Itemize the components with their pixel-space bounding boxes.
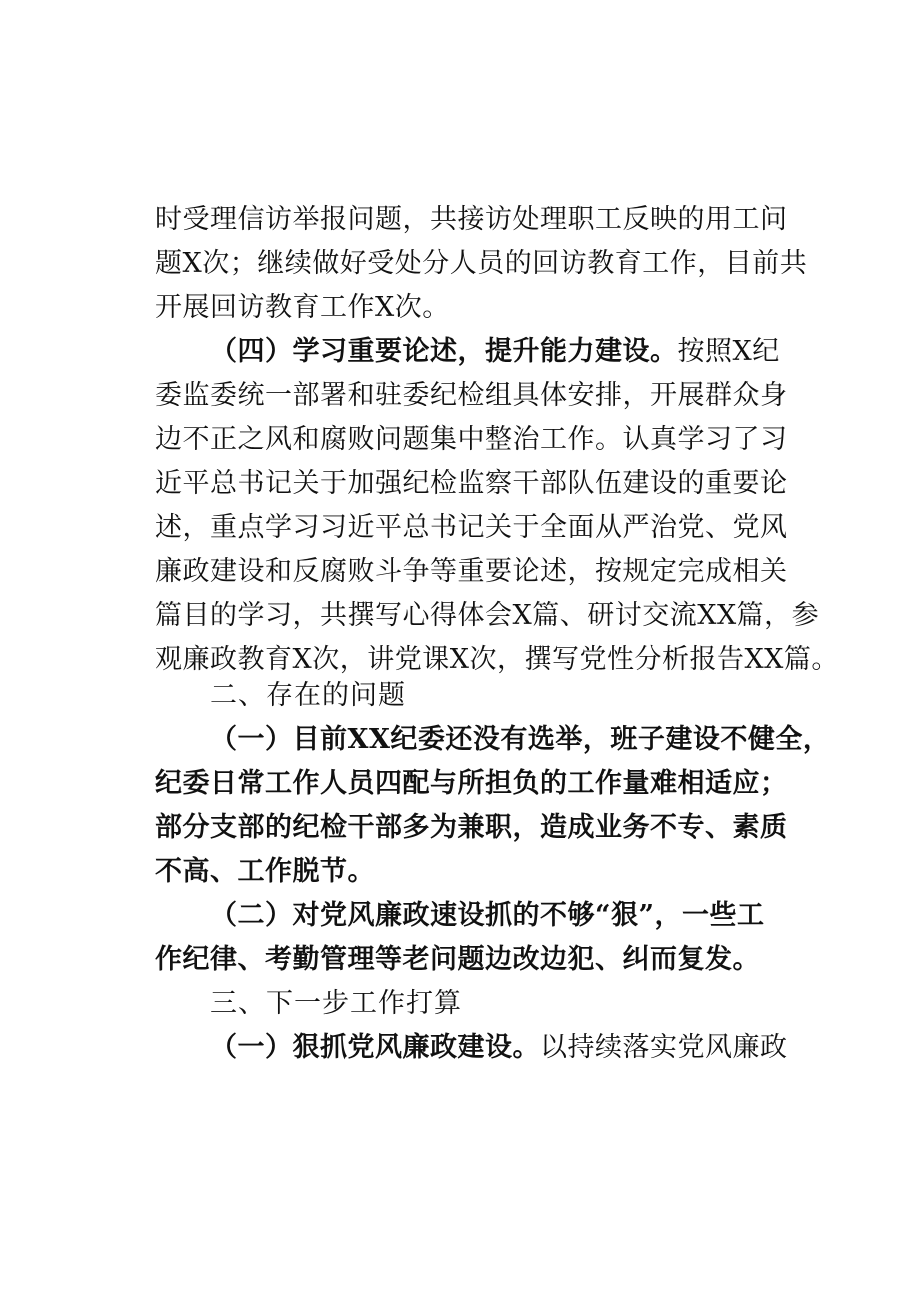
paragraph-4-line-1: （二）对党风廉政速设抓的不够“狠”，一些工 [210,900,765,931]
paragraph-2-line-3: 边不正之风和腐败问题集中整治工作。认真学习了习 [155,424,788,455]
paragraph-3-line-2: 纪委日常工作人员四配与所担负的工作量难相适应； [155,768,788,799]
paragraph-3-line-4: 不高、工作脱节。 [155,856,375,887]
section-3-title: 三、下一步工作打算 [210,988,462,1019]
paragraph-2-line-6: 廉政建设和反腐败斗争等重要论述，按规定完成相关 [155,556,788,587]
paragraph-2-line-1 [210,330,780,374]
paragraph-5-line-1 [210,1026,788,1070]
paragraph-2-line-5: 述，重点学习习近平总书记关于全面从严治党、党风 [155,512,788,543]
paragraph-1-line-1: 时受理信访举报问题，共接访处理职工反映的用工问 [155,204,788,235]
paragraph-2-line-8: 观廉政教育X次，讲党课X次，撰写党性分析报告XX篇。 [155,644,839,675]
paragraph-3-line-1: （一）目前XX纪委还没有选举，班子建设不健全， [210,724,831,755]
paragraph-5-lead-text: 以持续落实党风廉政 [540,1032,788,1063]
paragraph-1-line-2: 题X次；继续做好受处分人员的回访教育工作，目前共 [155,248,808,279]
paragraph-1-line-3: 开展回访教育工作X次。 [155,292,450,323]
paragraph-2-heading: （四）学习重要论述，提升能力建设。 [210,336,678,367]
paragraph-4-line-2: 作纪律、考勤管理等老问题边改边犯、纠而复发。 [155,944,760,975]
paragraph-2-line-7: 篇目的学习，共撰写心得体会X篇、研讨交流XX篇，参 [155,600,820,631]
paragraph-2-line-2: 委监委统一部署和驻委纪检组具体安排，开展群众身 [155,380,788,411]
paragraph-2-line-4: 近平总书记关于加强纪检监察干部队伍建设的重要论 [155,468,788,499]
paragraph-5-heading: （一）狠抓党风廉政建设。 [210,1032,540,1063]
section-2-title: 二、存在的问题 [210,680,406,711]
paragraph-3-line-3: 部分支部的纪检干部多为兼职，造成业务不专、素质 [155,812,788,843]
paragraph-2-lead-text: 按照X纪 [677,336,780,367]
